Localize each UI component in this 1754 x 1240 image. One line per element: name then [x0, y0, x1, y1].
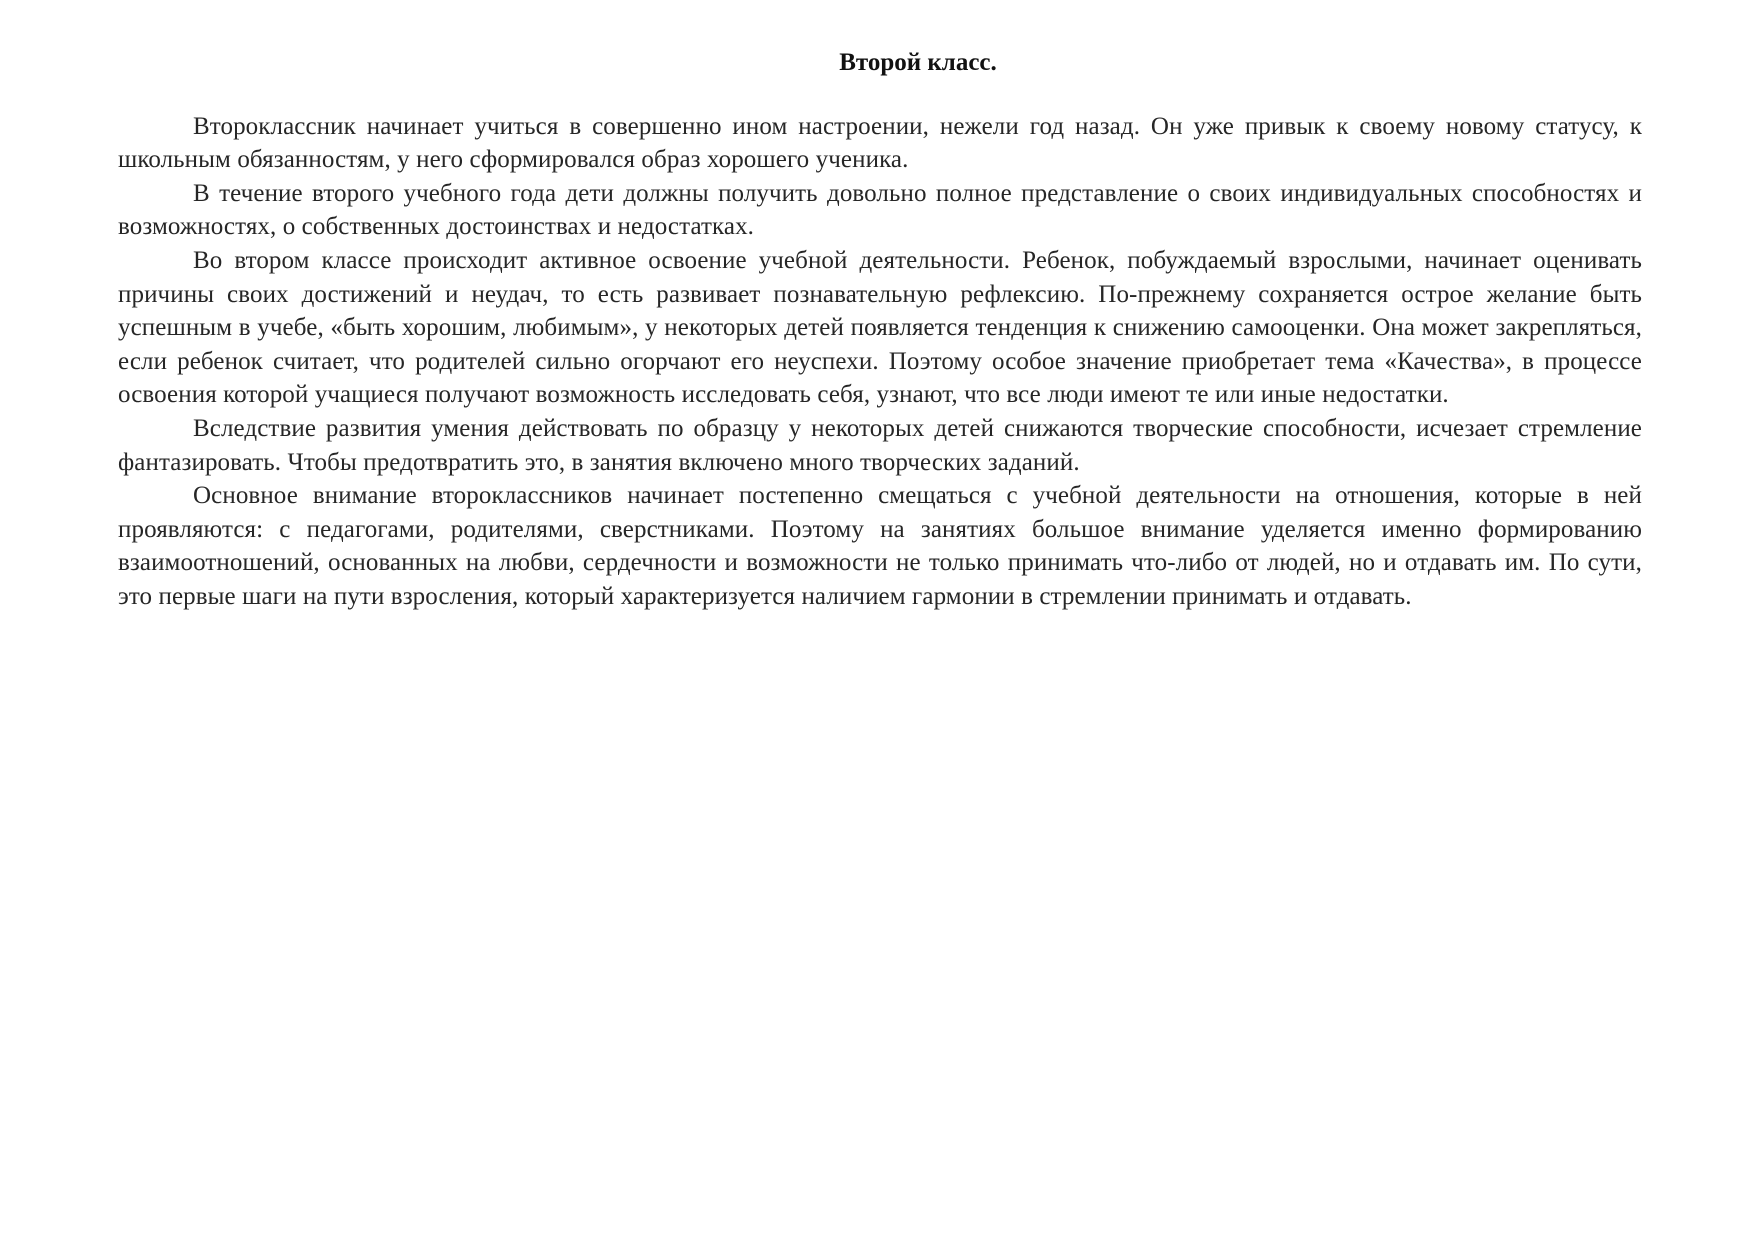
document-title: Второй класс.: [839, 49, 997, 76]
paragraph-1: Второклассник начинает учиться в совершенно ином настроении, нежели год назад. Он уже привык к своему новому статусу, к школьным обязанностям, у него сформировался образ хорошего ученика.: [118, 112, 1642, 174]
document-body: [118, 46, 1642, 614]
paragraph-5: Основное внимание второклассников начинает постепенно смещаться с учебной деятельности на отношения, которые в ней проявляются: с педагогами, родителями, сверстниками. Поэтому на занятиях большое внимание уделяется именно формированию взаимоотношений, основанных на любви, сердечности и возможности не только принимать что-либо от людей, но и отдавать им. По сути, это первые шаги на пути взросления, который характеризуется наличием гармонии в стремлении принимать и отдавать.: [118, 482, 1642, 610]
paragraph-2: В течение второго учебного года дети должны получить довольно полное представление о своих индивидуальных способностях и возможностях, о собственных достоинствах и недостатках.: [118, 179, 1642, 241]
paragraph-3: Во втором классе происходит активное освоение учебной деятельности. Ребенок, побуждаемый взрослыми, начинает оценивать причины своих достижений и неудач, то есть развивает познавательную рефлексию. По-прежнему сохраняется острое желание быть успешным в учебе, «быть хорошим, любимым», у некоторых детей появляется тенденция к снижению самооценки. Она может закрепляться, если ребенок считает, что родителей сильно огорчают его неуспехи. Поэтому особое значение приобретает тема «Качества», в процессе освоения которой учащиеся получают возможность исследовать себя, узнают, что все люди имеют те или иные недостатки.: [118, 246, 1642, 409]
paragraph-4: Вследствие развития умения действовать по образцу у некоторых детей снижаются творческие способности, исчезает стремление фантазировать. Чтобы предотвратить это, в занятия включено много творческих заданий.: [118, 414, 1642, 476]
